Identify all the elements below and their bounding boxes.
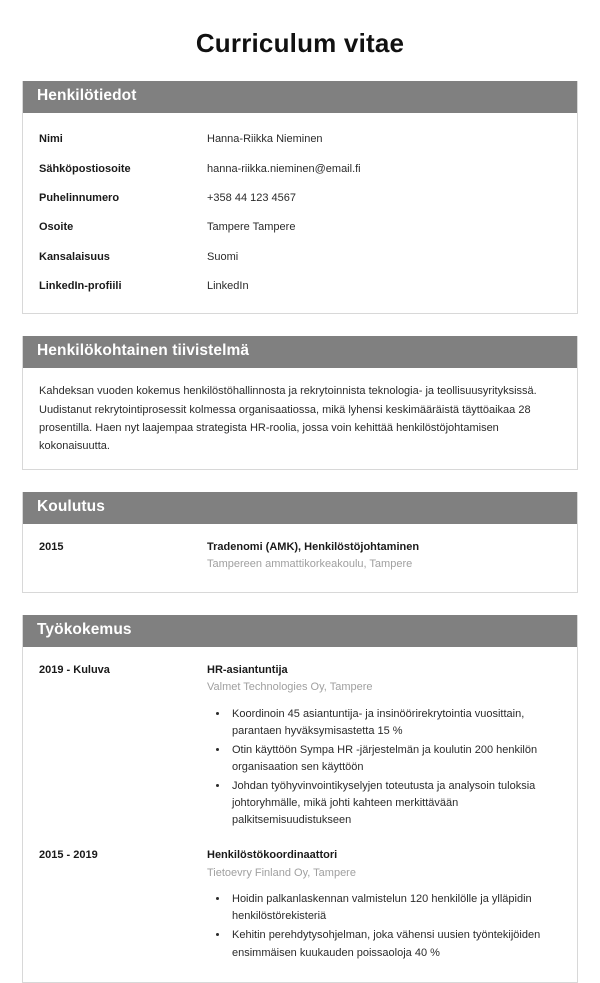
page-title: Curriculum vitae — [195, 28, 405, 58]
personal-details-table — [37, 125, 563, 301]
personal-summary-text: Kahdeksan vuoden kokemus henkilöstöhallinnosta ja rekrytoinnista teknologia- ja teollisuusyrityksissä. Uudistanut rekrytointiprosessit kolmessa organisaatiossa, mikä lyhensi keskimääräistä täyttöaikaa 28 prosentilla. Haen nyt laajempaa strategista HR-roolia, jossa voin kehittää henkilöstöjohtamisen kokonaisuutta. — [39, 385, 537, 452]
work-entry-period: 2019 - Kuluva — [39, 663, 110, 676]
personal-detail-label: Nimi — [39, 133, 63, 146]
personal-detail-value-linkedin[interactable]: LinkedIn — [207, 280, 249, 293]
work-entry-job-title: HR-asiantuntija — [207, 663, 288, 676]
education-entry-main — [207, 539, 563, 574]
section-personal-details — [22, 81, 578, 314]
table-row — [37, 213, 563, 242]
work-entry-job-title: Henkilöstökoordinaattori — [207, 849, 338, 862]
section-header-education: Koulutus — [23, 492, 577, 524]
personal-detail-value: Tampere Tampere — [207, 221, 296, 234]
work-entry-employer: Valmet Technologies Oy, Tampere — [207, 681, 373, 694]
personal-detail-value: Hanna-Riikka Nieminen — [207, 133, 323, 146]
section-body-education — [23, 524, 577, 592]
personal-detail-label: Kansalaisuus — [39, 250, 110, 263]
section-body-personal-summary — [23, 368, 577, 469]
list-item: • Hoidin palkanlaskennan valmistelun 120 henkilölle ja ylläpidin henkilöstörekisteriä — [229, 891, 563, 925]
work-entry-main — [207, 662, 563, 831]
personal-detail-label: Sähköpostiosoite — [39, 162, 131, 175]
work-entry-achievements — [207, 891, 563, 961]
work-experience-entry — [37, 837, 563, 969]
list-item: • Otin käyttöön Sympa HR -järjestelmän ja koulutin 200 henkilön organisaation sen käyttöön — [229, 742, 563, 776]
section-personal-summary — [22, 336, 578, 469]
personal-detail-value: hanna-riikka.nieminen@email.fi — [207, 162, 361, 175]
table-row — [37, 125, 563, 154]
work-experience-entry — [37, 659, 563, 837]
personal-detail-value: +358 44 123 4567 — [207, 191, 297, 204]
list-item: • Koordinoin 45 asiantuntija- ja insinöörirekrytointia vuosittain, parantaen hyväksymisastetta 15 % — [229, 706, 563, 740]
section-header-personal-summary: Henkilökohtainen tiivistelmä — [23, 336, 577, 368]
list-item: • Johdan työhyvinvointikyselyjen toteutusta ja analysoin tuloksia johtoryhmälle, mikä johti kahteen merkittävään palkitsemisuudistukseen — [229, 778, 563, 829]
list-item: • Kehitin perehdytysohjelman, joka vähensi uusien työntekijöiden ensimmäisen kuukauden poissaoloja 40 % — [229, 927, 563, 961]
section-header-personal-details: Henkilötiedot — [23, 81, 577, 113]
personal-detail-label: Osoite — [39, 221, 74, 234]
education-entry-institution: Tampereen ammattikorkeakoulu, Tampere — [207, 558, 413, 571]
personal-detail-label: Puhelinnumero — [39, 191, 120, 204]
work-entry-achievements — [207, 706, 563, 829]
table-row — [37, 272, 563, 301]
work-entry-period: 2015 - 2019 — [39, 849, 98, 862]
section-body-work-experience — [23, 647, 577, 982]
table-row — [37, 184, 563, 213]
table-row — [37, 243, 563, 272]
section-work-experience — [22, 615, 578, 983]
personal-detail-value: Suomi — [207, 250, 239, 263]
section-header-work-experience: Työkokemus — [23, 615, 577, 647]
education-entry — [37, 536, 563, 580]
work-entry-main — [207, 847, 563, 963]
education-entry-degree: Tradenomi (AMK), Henkilöstöjohtaminen — [207, 540, 420, 553]
table-row — [37, 155, 563, 184]
education-entry-period: 2015 — [39, 540, 64, 553]
personal-details-rows — [37, 125, 563, 301]
work-entry-employer: Tietoevry Finland Oy, Tampere — [207, 866, 356, 879]
personal-detail-label: LinkedIn-profiili — [39, 280, 122, 293]
section-education — [22, 492, 578, 593]
section-body-personal-details — [23, 113, 577, 313]
